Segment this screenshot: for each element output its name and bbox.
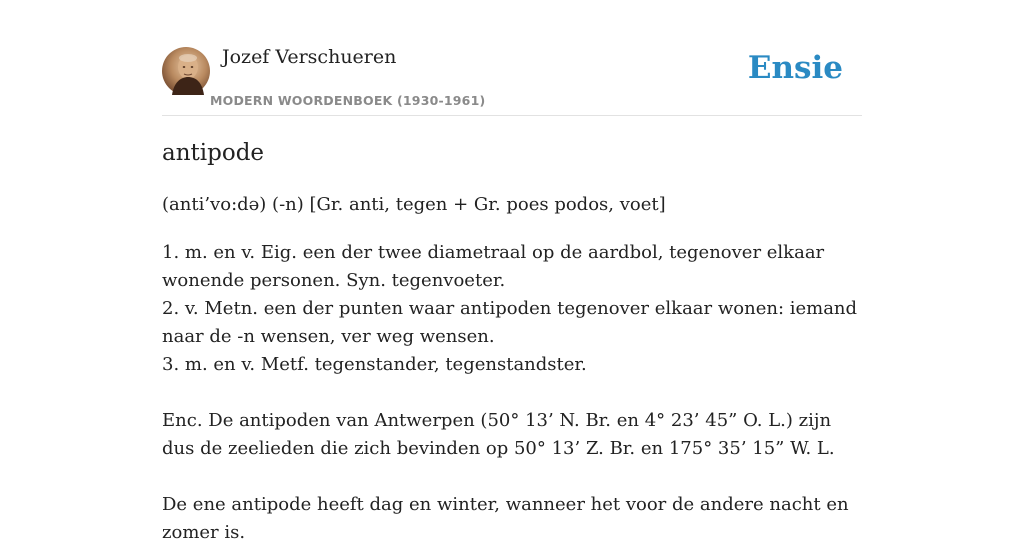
encyclopedic-note: Enc. De antipoden van Antwerpen (50° 13’ N. Br. en 4° 23’ 45” O. L.) zijn dus de zeelieden die zich bevinden op 50° 13’ Z. Br. en 175° 35’ 15” W. L. [162, 410, 835, 459]
entry-page [162, 0, 862, 543]
entry-body [162, 239, 867, 547]
entry-header [162, 0, 862, 116]
etymology: (anti’vo:də) (-n) [Gr. anti, tegen + Gr. poes podos, voet] [162, 194, 666, 215]
dictionary-source[interactable]: MODERN WOORDENBOEK (1930-1961) [210, 93, 486, 108]
portrait-image [162, 47, 210, 95]
definition-item: 2. v. Metn. een der punten waar antipoden tegenover elkaar wonen: iemand naar de -n wensen, ver weg wensen. [162, 298, 858, 347]
definition-item: 3. m. en v. Metf. tegenstander, tegenstandster. [162, 354, 587, 375]
entry-title: antipode [162, 140, 265, 166]
paragraph-gap [162, 379, 867, 407]
definition-item: 1. m. en v. Eig. een der twee diametraal op de aardbol, tegenover elkaar wonende personen. Syn. tegenvoeter. [162, 242, 825, 291]
ensie-logo[interactable]: Ensie [747, 50, 843, 86]
author-avatar[interactable] [162, 47, 210, 95]
closing-note: De ene antipode heeft dag en winter, wanneer het voor de andere nacht en zomer is. [162, 494, 849, 543]
author-name[interactable]: Jozef Verschueren [222, 46, 397, 68]
paragraph-gap [162, 463, 867, 491]
